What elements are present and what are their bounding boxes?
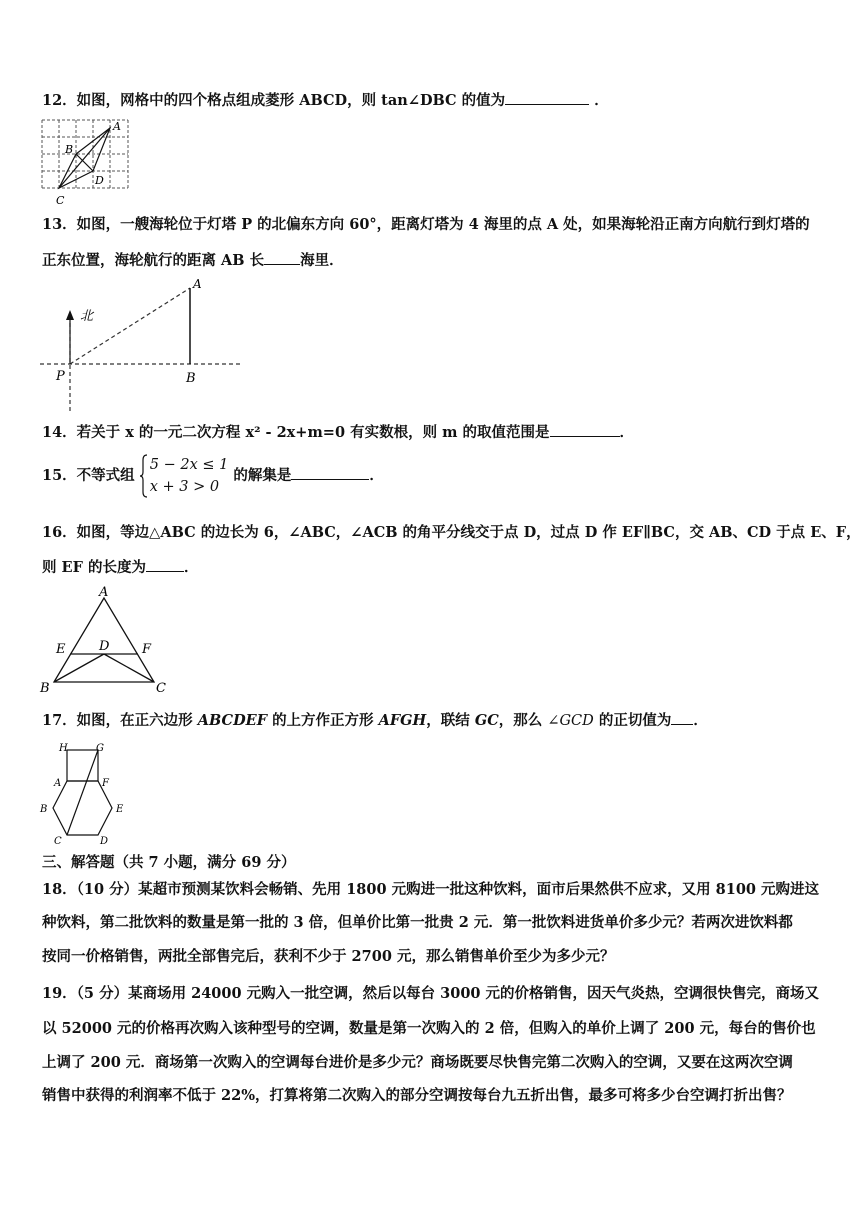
q16-label-f: F [142,642,152,657]
section-heading: 三、解答题（共 7 小题，满分 69 分） [42,854,296,871]
q17-label-g: G [96,743,104,754]
q12-label-c: C [56,194,65,207]
q19-line2: 以 52000 元的价格再次购入该种型号的空调，数量是第一次购入的 2 倍，但购入的单价上调了 200 元，每台的售价也 [42,1020,816,1037]
q13-answer-blank [264,250,300,265]
q14-end: ． [619,424,635,441]
q13-north-label: 北 [80,309,94,324]
q17-angle: ∠GCD [547,713,594,729]
q15-inequality-system [140,454,229,498]
q16-line2a: 则 EF 的长度为 [42,559,146,576]
q12-figure [36,116,136,208]
q17-text-d: ，那么 [498,712,543,729]
q14-stem: 14．若关于 x 的一元二次方程 x² - 2x+m=0 有实数根，则 m 的取值范围是 [42,424,550,441]
q17-text-c: ，联结 [426,712,470,729]
q14-text [42,422,846,443]
q16-label-a: A [99,585,109,600]
q17-label-h: H [59,743,68,754]
q17-text-e: 的正切值为 [598,712,672,729]
q17-label-a: A [54,778,62,789]
q12-label-d: D [95,174,104,187]
q17-answer-blank [671,710,693,725]
q17-text-a: 17．如图，在正六边形 [42,712,193,729]
q13-label-p: P [56,369,65,384]
q12-text [42,90,846,111]
q15-ineq2: x + 3 > 0 [149,479,220,495]
q17-segment-gc: GC [474,712,499,729]
q12-end: ． [594,92,609,109]
q13-line1: 13．如图，一艘海轮位于灯塔 P 的北偏东方向 60°，距离灯塔为 4 海里的点 A 处，如果海轮沿正南方向航行到灯塔的 [42,216,810,233]
q18-line2: 种饮料，第二批饮料的数量是第一批的 3 倍，但单价比第一批贵 2 元．第一批饮料进货单价多少元？若两次进饮料都 [42,914,793,931]
q16-label-e: E [56,642,66,657]
q16-answer-blank [146,557,184,572]
q17-label-f: F [102,778,109,789]
q17-label-b: B [40,804,48,815]
q13-line2 [42,250,846,271]
q17-text [42,710,846,731]
q13-figure [36,276,246,414]
q16-line1: 16．如图，等边△ABC 的边长为 6，∠ABC，∠ACB 的角平分线交于点 D，过点 D 作 EF∥BC，交 AB、CD 于点 E、F， [42,524,861,541]
q17-hexagon-name: ABCDEF [197,712,267,729]
q16-figure [36,584,176,694]
q19-line1: 19．（5 分）某商场用 24000 元购入一批空调，然后以每台 3000 元的价格销售，因天气炎热，空调很快售完，商场又 [42,985,820,1002]
q13-label-b: B [186,371,196,386]
q13-line2b: 海里． [300,252,344,269]
q17-square-name: AFGH [378,712,427,729]
q16-line2b: ． [183,559,199,576]
q15-prefix: 15．不等式组 [42,467,135,484]
q12-answer-blank [505,90,589,105]
q13-line2a: 正东位置，海轮航行的距离 AB 长 [42,252,265,269]
q19-line3: 上调了 200 元．商场第一次购入的空调每台进价是多少元？商场既要尽快售完第二次购入的空调，又要在这两次空调 [42,1054,793,1071]
q15-brace [140,454,148,498]
q12-stem: 12．如图，网格中的四个格点组成菱形 ABCD，则 tan∠DBC 的值为 [42,92,506,109]
q16-line2 [42,557,846,578]
q17-figure [36,738,136,848]
q18-line3: 按同一价格销售，两批全部售完后，获利不少于 2700 元，那么销售单价至少为多少元？ [42,948,615,965]
q12-label-b: B [65,143,74,156]
q18-line1: 18．（10 分）某超市预测某饮料会畅销、先用 1800 元购进一批这种饮料，面市后果然供不应求，又用 8100 元购进这 [42,881,820,898]
q15-answer-blank [291,465,369,480]
q16-label-c: C [156,681,166,694]
q17-label-d: D [100,836,109,847]
q13-label-a: A [193,277,202,291]
q17-text-b: 的上方作正方形 [272,712,374,729]
q16-label-d: D [99,639,110,654]
q16-label-b: B [40,681,50,694]
q15-end: ． [369,467,384,484]
q15-suffix: 的解集是 [233,467,292,484]
q19-line4: 销售中获得的利润率不低于 22%，打算将第二次购入的部分空调按每台九五折出售，最多可将多少台空调打折出售？ [42,1087,792,1104]
q14-answer-blank [550,422,620,437]
q15-ineq1: 5 − 2x ≤ 1 [149,457,229,473]
q17-label-c: C [54,836,62,847]
q12-label-a: A [113,120,121,133]
q17-end: ． [693,712,708,729]
q17-label-e: E [116,804,124,815]
q15-text [42,454,846,498]
